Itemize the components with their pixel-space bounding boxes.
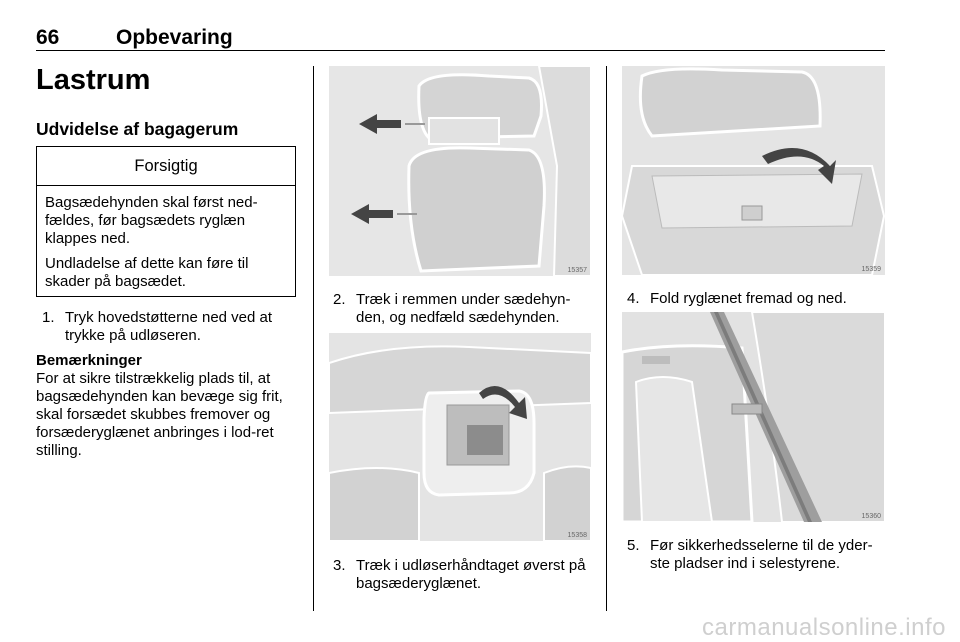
page-number: 66	[36, 26, 60, 49]
step-number: 1.	[42, 309, 55, 326]
illustration-code: 15359	[861, 266, 881, 273]
step-3	[333, 557, 593, 593]
illustration-code: 15358	[567, 532, 587, 539]
note-text: For at sikre tilstrækkelig plads til, at bagsædehynden kan bevæge sig frit, skal forsædet skubbes fremover og forsæderyglænet anbringes i lod-ret stilling.	[36, 370, 283, 459]
illustration-code: 15357	[567, 267, 587, 274]
caution-heading: Forsigtig	[37, 147, 295, 186]
section-subtitle: Udvidelse af bagagerum	[36, 119, 239, 139]
step-text: Træk i remmen under sædehyn-den, og nedfæld sædehynden.	[356, 291, 571, 326]
illustration-code: 15360	[861, 513, 881, 520]
column-divider	[313, 66, 314, 611]
illustration-belt-guide	[622, 312, 885, 522]
seatbelt-illustration	[622, 312, 885, 522]
step-text: Træk i udløserhåndtaget øverst på bagsæderyglænet.	[356, 557, 586, 592]
caution-paragraph: Undladelse af dette kan føre til skader på bagsædet.	[45, 255, 249, 290]
section-title: Opbevaring	[116, 26, 233, 49]
step-5	[627, 537, 889, 573]
step-text: Fold ryglænet fremad og ned.	[650, 290, 847, 307]
step-4	[627, 290, 887, 308]
step-text: Tryk hovedstøtterne ned ved at trykke på udløseren.	[65, 309, 273, 344]
step-number: 2.	[333, 291, 346, 308]
seatback-illustration	[329, 333, 591, 541]
illustration-fold-backrest	[622, 66, 885, 275]
step-number: 5.	[627, 537, 640, 554]
note-block	[36, 352, 302, 460]
illustration-head-restraints	[329, 66, 591, 276]
page-title: Lastrum	[36, 64, 151, 96]
seat-illustration	[329, 66, 591, 276]
caution-paragraph: Bagsædehynden skal først ned-fældes, før bagsædets ryglæn klappes ned.	[45, 194, 258, 247]
watermark: carmanualsonline.info	[702, 614, 946, 641]
step-2	[333, 291, 593, 327]
step-text: Før sikkerhedsselerne til de yder-ste pladser ind i selestyrene.	[650, 537, 873, 572]
caution-box	[36, 146, 296, 297]
step-number: 4.	[627, 290, 640, 307]
step-number: 3.	[333, 557, 346, 574]
column-divider	[606, 66, 607, 611]
note-heading: Bemærkninger	[36, 352, 142, 369]
illustration-release-handle	[329, 333, 591, 541]
step-1	[42, 309, 292, 345]
page-header	[36, 26, 885, 51]
folded-seat-illustration	[622, 66, 885, 275]
